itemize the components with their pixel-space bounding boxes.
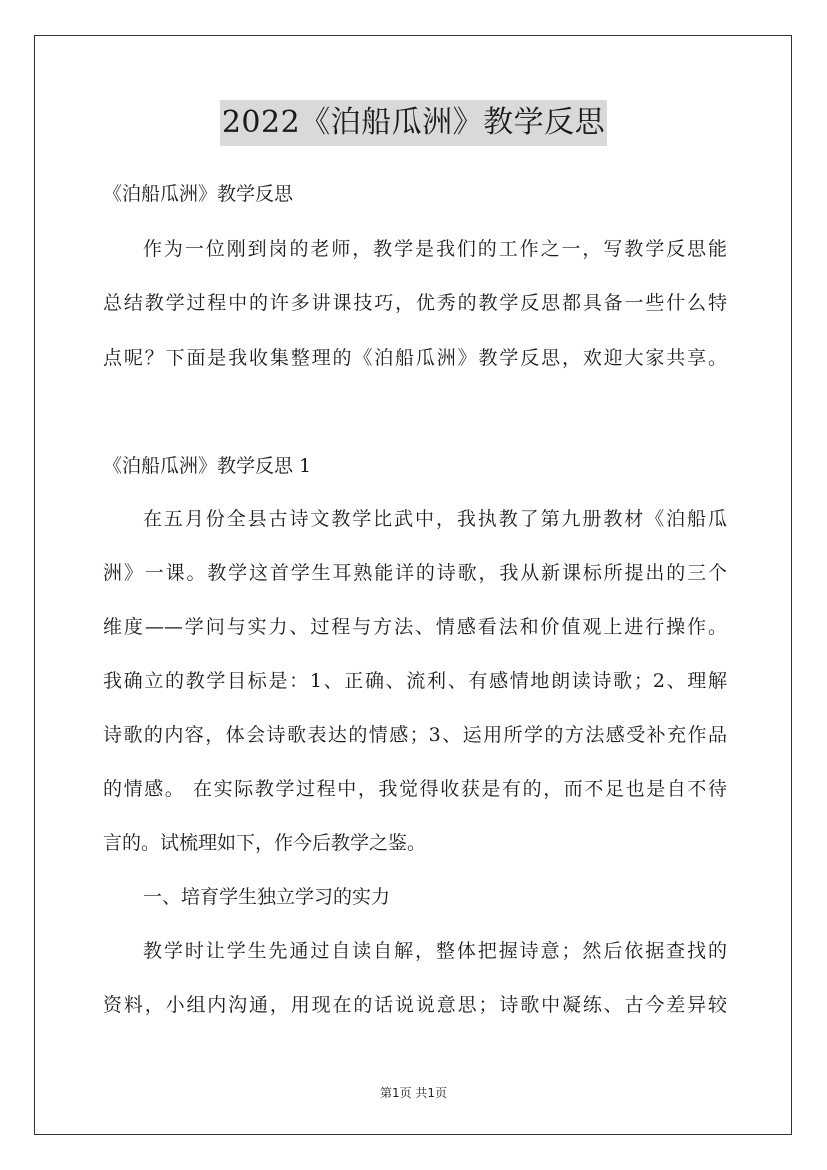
section-heading: 《泊船瓜洲》教学反思 1 — [103, 455, 312, 477]
section-paragraph-line-3: 维度——学问与实力、过程与方法、情感看法和价值观上进行操作。 — [103, 616, 727, 638]
intro-line-3: 点呢？下面是我收集整理的《泊船瓜洲》教学反思，欢迎大家共享。 — [103, 347, 727, 369]
subtitle: 《泊船瓜洲》教学反思 — [103, 183, 294, 205]
paragraph-2-line-2: 资料，小组内沟通，用现在的话说说意思；诗歌中凝练、古今差异较 — [103, 994, 727, 1016]
section-paragraph-line-7: 言的。试梳理如下，作今后教学之鉴。 — [103, 832, 427, 854]
page-footer: 第1页 共1页 — [379, 1086, 448, 1100]
document-title-wrapper — [0, 100, 827, 146]
paragraph-2-line-1: 教学时让学生先通过自读自解，整体把握诗意；然后依据查找的 — [143, 940, 727, 962]
section-paragraph-line-2: 洲》一课。教学这首学生耳熟能详的诗歌，我从新课标所提出的三个 — [103, 562, 727, 584]
section-paragraph-line-5: 诗歌的内容，体会诗歌表达的情感；3、运用所学的方法感受补充作品 — [103, 724, 727, 746]
document-title: 2022《泊船瓜洲》教学反思 — [220, 100, 607, 146]
section-paragraph-line-1: 在五月份全县古诗文教学比武中，我执教了第九册教材《泊船瓜 — [143, 508, 727, 530]
intro-line-1: 作为一位刚到岗的老师，教学是我们的工作之一，写教学反思能 — [143, 238, 727, 260]
intro-line-2: 总结教学过程中的许多讲课技巧，优秀的教学反思都具备一些什么特 — [103, 292, 727, 314]
section-paragraph-line-6: 的情感。 在实际教学过程中，我觉得收获是有的，而不足也是自不待 — [103, 778, 727, 800]
subheading-1: 一、培育学生独立学习的实力 — [143, 886, 391, 908]
section-paragraph-line-4: 我确立的教学目标是：1、正确、流利、有感情地朗读诗歌；2、理解 — [103, 670, 727, 692]
